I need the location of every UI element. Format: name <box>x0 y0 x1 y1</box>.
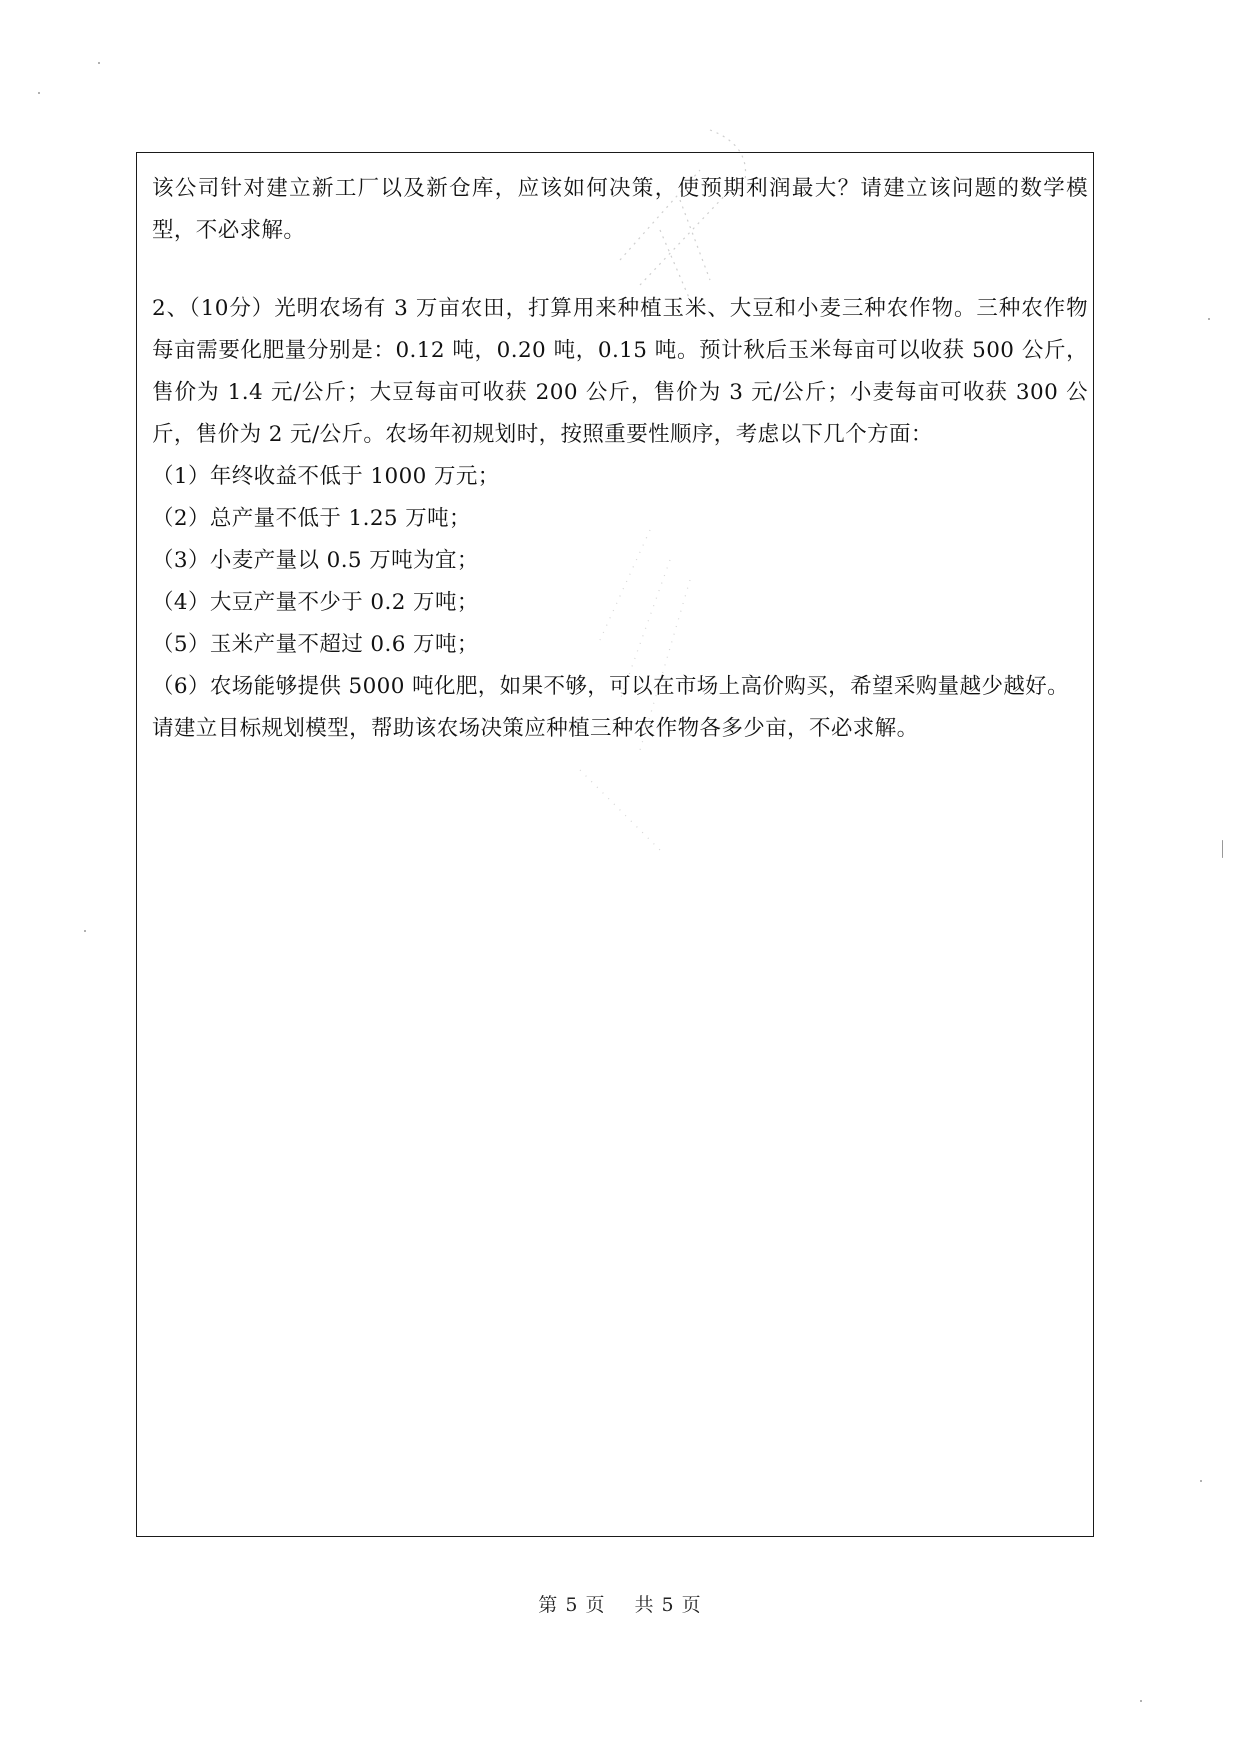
requirement-item-3: （3）小麦产量以 0.5 万吨为宜； <box>152 548 479 573</box>
page-footer <box>0 1590 1240 1617</box>
question-2-intro: 2、（10分）光明农场有 3 万亩农田，打算用来种植玉米、大豆和小麦三种农作物。三种农作物每亩需要化肥量分别是：0.12 吨，0.20 吨，0.15 吨。预计秋后玉米每亩可以收获 500 公斤，售价为 1.4 元/公斤；大豆每亩可收获 200 公斤，售价为 3 元/公斤；小麦每亩可收获 300 公斤，售价为 2 元/公斤。农场年初规划时，按照重要性顺序，考虑以下几个方面： <box>152 296 1088 447</box>
scan-speck <box>84 930 86 932</box>
page-number-current: 第 5 页 <box>538 1594 606 1616</box>
requirement-item-1: （1）年终收益不低于 1000 万元； <box>152 464 500 489</box>
requirement-item-6: （6）农场能够提供 5000 吨化肥，如果不够，可以在市场上高价购买，希望采购量越少越好。 <box>152 674 1070 699</box>
requirement-item-4: （4）大豆产量不少于 0.2 万吨； <box>152 590 479 615</box>
exam-content <box>152 168 1088 750</box>
scan-speck <box>1200 1480 1202 1482</box>
page-number-total: 共 5 页 <box>634 1594 702 1616</box>
requirement-item-2: （2）总产量不低于 1.25 万吨； <box>152 506 471 531</box>
scan-speck <box>38 92 40 94</box>
question-2-closing: 请建立目标规划模型，帮助该农场决策应种植三种农作物各多少亩，不必求解。 <box>152 716 919 741</box>
scan-speck <box>1208 318 1210 320</box>
scan-speck <box>98 62 100 64</box>
scan-speck <box>1222 840 1223 858</box>
spacer <box>152 252 1088 288</box>
previous-question-continuation: 该公司针对建立新工厂以及新仓库，应该如何决策，使预期利润最大？请建立该问题的数学模型，不必求解。 <box>152 176 1088 243</box>
requirement-item-5: （5）玉米产量不超过 0.6 万吨； <box>152 632 479 657</box>
scan-speck <box>1140 1700 1142 1702</box>
